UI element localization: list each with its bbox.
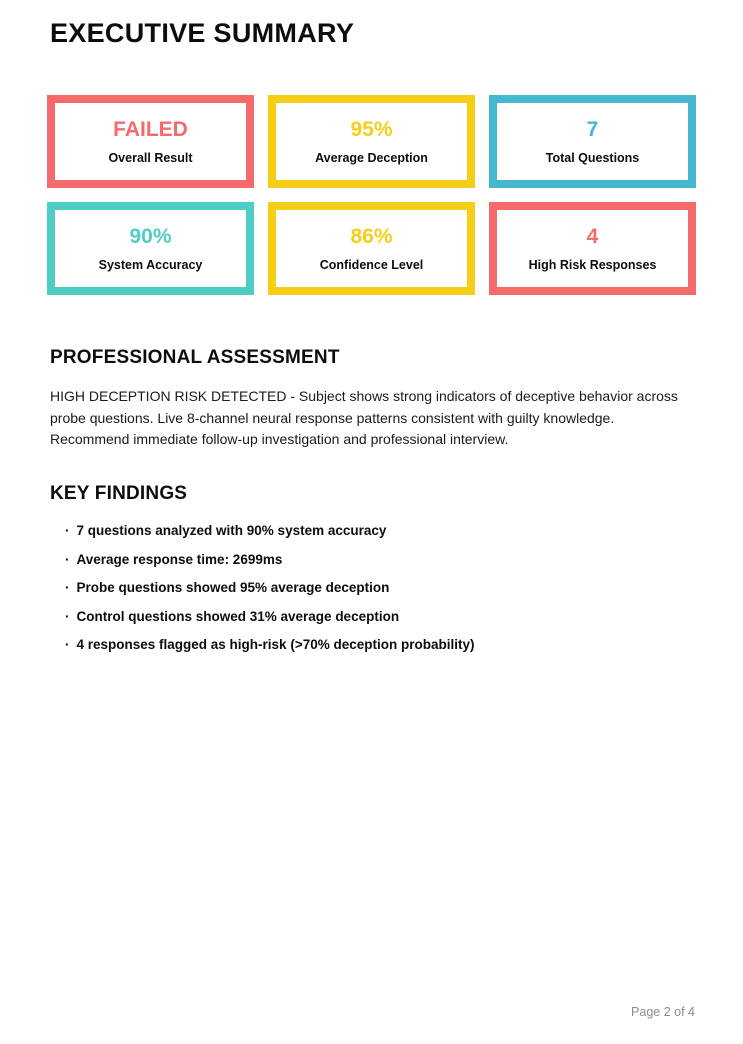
professional-assessment-heading: PROFESSIONAL ASSESSMENT [50, 347, 340, 368]
stat-card-average-deception [268, 95, 475, 188]
stat-value: 7 [586, 117, 599, 141]
stat-value: FAILED [113, 117, 188, 141]
key-findings-list [65, 524, 665, 667]
bullet-icon: · [65, 608, 70, 624]
stat-card-system-accuracy [47, 202, 254, 295]
summary-cards-grid [47, 95, 696, 295]
stat-value: 86% [350, 224, 393, 248]
key-finding-item [65, 638, 665, 652]
key-finding-item [65, 610, 665, 624]
stat-card-confidence-level [268, 202, 475, 295]
key-finding-item [65, 553, 665, 567]
key-finding-item [65, 581, 665, 595]
stat-label: Confidence Level [319, 257, 424, 272]
key-finding-text: Average response time: 2699ms [76, 551, 283, 567]
page-title: EXECUTIVE SUMMARY [50, 18, 355, 48]
stat-label: Overall Result [108, 150, 193, 165]
stat-label: High Risk Responses [528, 257, 657, 272]
stat-value: 95% [350, 117, 393, 141]
stat-card-total-questions [489, 95, 696, 188]
page-number: Page 2 of 4 [631, 1005, 695, 1019]
professional-assessment-text: HIGH DECEPTION RISK DETECTED - Subject shows strong indicators of deceptive behavior across probe questions. Live 8-channel neural response patterns consistent with guilty knowledge. Recommend immediate follow-up investigation and professional interview. [50, 388, 678, 447]
bullet-icon: · [65, 580, 70, 595]
key-finding-text: 4 responses flagged as high-risk (>70% deception probability) [76, 637, 475, 652]
stat-label: System Accuracy [98, 257, 203, 272]
stat-value: 90% [129, 224, 172, 248]
key-finding-item [65, 524, 665, 538]
stat-label: Average Deception [315, 150, 428, 165]
stat-card-high-risk-responses [489, 202, 696, 295]
key-finding-text: Probe questions showed 95% average deception [76, 580, 390, 595]
bullet-icon: · [65, 551, 70, 567]
bullet-icon: · [65, 523, 70, 538]
key-finding-text: 7 questions analyzed with 90% system accuracy [76, 523, 387, 538]
stat-card-overall-result [47, 95, 254, 188]
key-finding-text: Control questions showed 31% average deception [76, 608, 400, 624]
bullet-icon: · [65, 637, 70, 652]
key-findings-heading: KEY FINDINGS [50, 483, 188, 504]
stat-value: 4 [586, 224, 599, 248]
stat-label: Total Questions [545, 150, 640, 165]
